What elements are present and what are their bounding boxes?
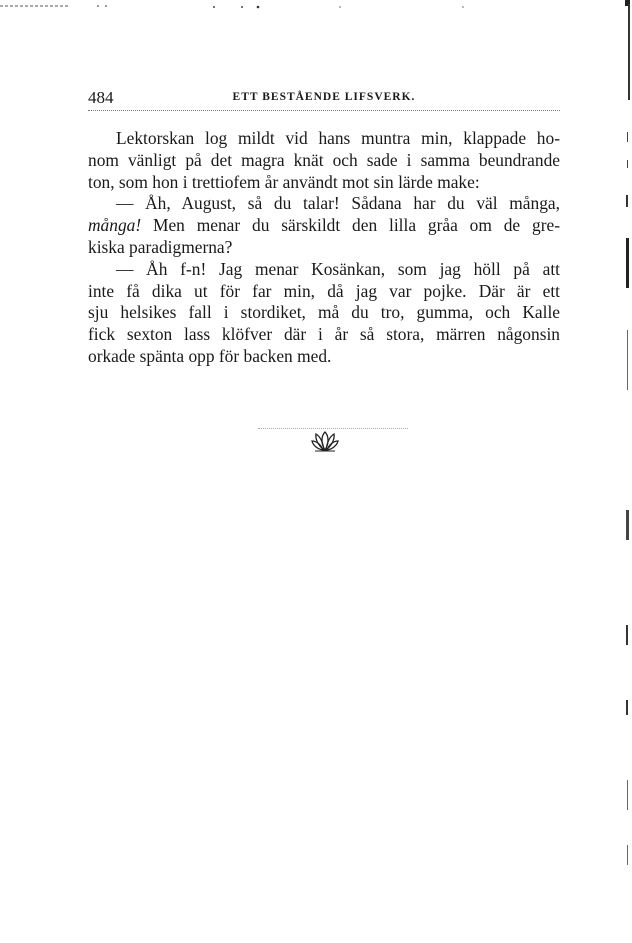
page-header	[88, 88, 560, 108]
page-number: 484	[88, 88, 114, 107]
text-line: kiska paradigmerna?	[88, 236, 233, 257]
text-line: inte få dika ut för far min, då jag var pojke. Där är ett	[88, 280, 560, 301]
scan-edge-right	[620, 0, 632, 943]
text-line: — Åh f-n! Jag menar Kosänkan, som jag höll på att	[116, 258, 560, 279]
ornament-rule	[258, 428, 408, 429]
leaf-ornament-icon	[311, 430, 339, 452]
text-run: Men menar du särskildt den lilla gråa om de gre-	[141, 215, 560, 236]
text-line: fick sexton lass klöfver där i år så stora, märren någonsin	[88, 324, 560, 345]
text-line	[88, 215, 560, 237]
body-text	[88, 128, 560, 368]
text-line: Lektorskan log mildt vid hans muntra min, klappade ho-	[116, 128, 560, 148]
running-head: ETT BESTÅENDE LIFSVERK.	[232, 91, 416, 103]
text-line: orkade spänta opp för backen med.	[88, 345, 332, 366]
text-line: ton, som hon i trettiofem år användt mot sin lärde make:	[88, 171, 480, 192]
text-line: sju helsikes fall i stordiket, må du tro, gumma, och Kalle	[88, 302, 560, 323]
emphasis: många!	[88, 215, 142, 236]
text-line: — Åh, August, så du talar! Sådana har du väl många,	[116, 193, 560, 214]
scan-edge-top	[0, 0, 632, 14]
text-line: nom vänligt på det magra knät och sade i samma beundrande	[88, 149, 560, 170]
header-rule	[88, 110, 560, 111]
